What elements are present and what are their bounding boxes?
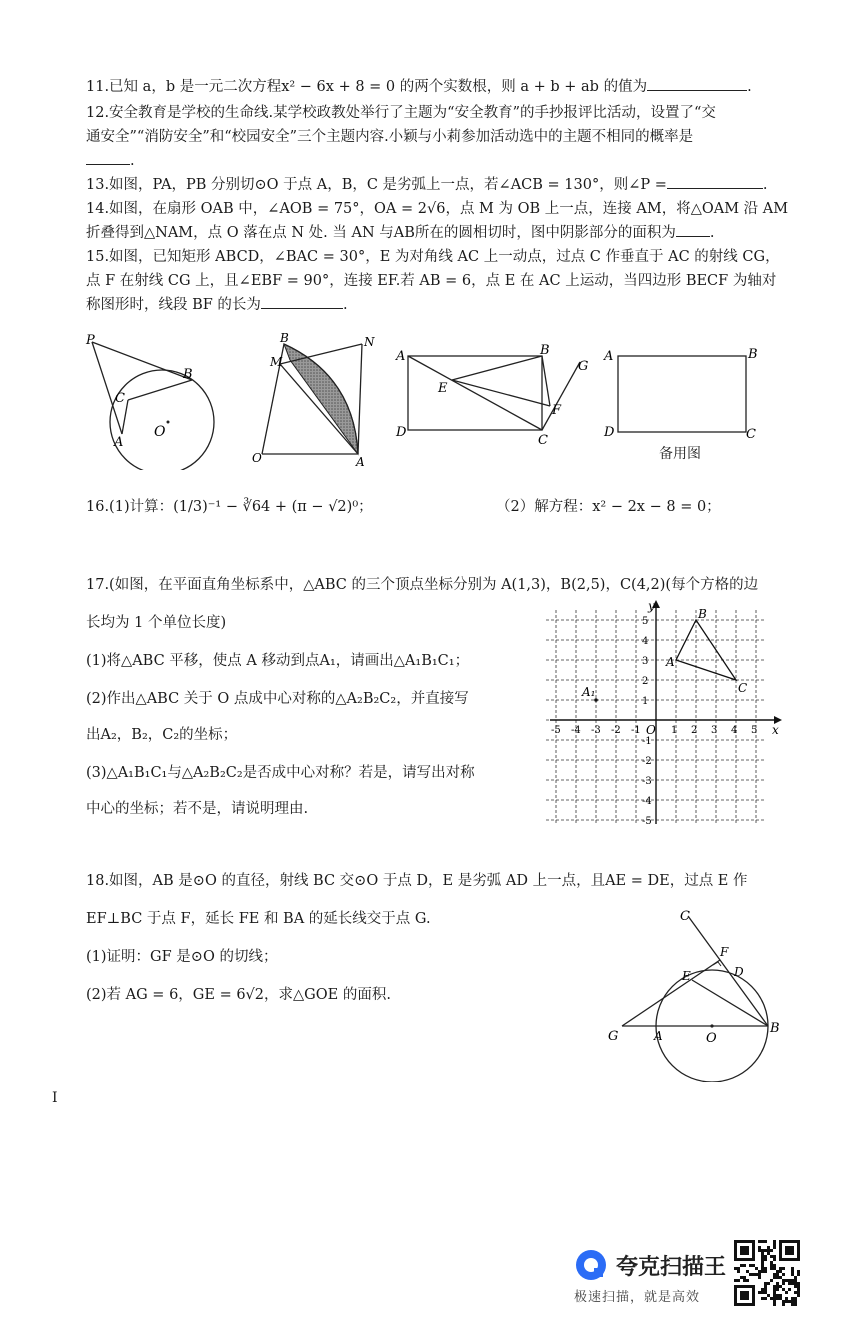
diagonal-ac xyxy=(408,356,542,430)
answer-blank[interactable] xyxy=(261,294,343,309)
spare-caption: 备用图 xyxy=(659,446,701,462)
brand-slogan: 极速扫描，就是高效 xyxy=(574,1290,701,1305)
margin-mark: I xyxy=(52,1090,58,1106)
question-13-end: . xyxy=(762,177,768,193)
question-13 xyxy=(86,174,768,196)
label-x: x xyxy=(772,723,779,737)
question-18-line4: (2)若 AG = 6，GE = 6√2，求△GOE 的面积. xyxy=(86,987,391,1003)
brand-watermark xyxy=(574,1248,726,1282)
label-b: B xyxy=(183,367,193,382)
tick-label-x: -1 xyxy=(631,725,641,736)
label-c: C xyxy=(538,433,548,448)
question-18-line1: 18.如图，AB 是⊙O 的直径，射线 BC 交⊙O 于点 D，E 是劣弧 AD 上一点，且AE = DE，过点 E 作 xyxy=(86,873,748,889)
tick-label-y: 1 xyxy=(642,696,649,707)
tangent-pa xyxy=(92,342,122,434)
label-a: A xyxy=(604,349,614,364)
segment-bf xyxy=(542,356,550,406)
tick-label-y: -2 xyxy=(642,756,652,767)
label-d: D xyxy=(604,425,615,440)
label-g: G xyxy=(578,359,589,374)
question-12-line2: 通安全”“消防安全”和“校园安全”三个主题内容.小颖与小莉参加活动选中的主题不相同的概率是 xyxy=(86,129,694,145)
answer-blank[interactable] xyxy=(86,150,130,165)
question-14-line1: 14.如图，在扇形 OAB 中，∠AOB = 75°，OA = 2√6，点 M 为 OB 上一点，连接 AM，将△OAM 沿 AM xyxy=(86,201,789,217)
label-e: E xyxy=(438,381,448,396)
question-17-line3: (1)将△ABC 平移，使点 A 移动到点A₁，请画出△A₁B₁C₁； xyxy=(86,653,470,669)
answer-blank[interactable] xyxy=(667,174,763,189)
answer-blank[interactable] xyxy=(647,76,747,91)
tick-label-x: 2 xyxy=(691,725,698,736)
question-17-line4: (2)作出△ABC 关于 O 点成中心对称的△A₂B₂C₂，并直接写 xyxy=(86,691,469,707)
tick-label-y: -3 xyxy=(642,776,652,787)
tick-label-x: 5 xyxy=(751,725,758,736)
label-c: C xyxy=(115,391,125,406)
qr-code-icon xyxy=(734,1240,800,1306)
figure-18 xyxy=(600,902,790,1082)
quark-logo-icon xyxy=(574,1248,608,1282)
question-14-line2 xyxy=(86,222,715,244)
question-12-line1: 12.安全教育是学校的生命线.某学校政教处举行了主题为“安全教育”的手抄报评比活动，设置了“交 xyxy=(86,105,716,121)
label-a: A xyxy=(114,435,124,450)
tick-label-x: 4 xyxy=(731,725,738,736)
triangle-abc xyxy=(676,620,736,680)
question-11 xyxy=(86,76,752,98)
question-15-line3 xyxy=(86,294,348,316)
brand-name: 夸克扫描王 xyxy=(616,1254,727,1280)
question-18-line3: (1)证明：GF 是⊙O 的切线； xyxy=(86,949,278,965)
tick-label-y: 2 xyxy=(642,676,649,687)
tick-label-x: 3 xyxy=(711,725,718,736)
label-o: O xyxy=(646,723,656,737)
label-c: C xyxy=(738,681,748,695)
question-16-part1: 16.(1)计算：(1/3)⁻¹ − ∛64 + (π − √2)⁰； xyxy=(86,499,373,515)
chord-cb xyxy=(128,380,192,400)
label-d: D xyxy=(396,425,407,440)
tick-label-y: 5 xyxy=(642,616,649,627)
question-17-line6: (3)△A₁B₁C₁与△A₂B₂C₂是否成中心对称？若是，请写出对称 xyxy=(86,765,475,781)
label-e: E xyxy=(682,969,691,983)
right-angle-mark xyxy=(713,962,721,966)
tick-label-y: -1 xyxy=(642,736,652,747)
question-15-line2: 点 F 在射线 CG 上，且∠EBF = 90°，连接 EF.若 AB = 6，点 E 在 AC 上运动，当四边形 BECF 为轴对 xyxy=(86,273,777,289)
label-a1: A₁ xyxy=(582,685,596,699)
tick-label-y: -5 xyxy=(642,816,652,827)
tick-label-y: -4 xyxy=(642,796,652,807)
label-f: F xyxy=(720,945,729,959)
question-17-line7: 中心的坐标；若不是，请说明理由. xyxy=(86,801,309,817)
circle-o xyxy=(110,370,214,470)
coordinate-grid xyxy=(546,598,786,834)
tick-labels xyxy=(551,616,757,827)
label-o: O xyxy=(252,451,262,465)
label-a: A xyxy=(356,455,365,469)
figure-14 xyxy=(250,330,380,470)
label-b: B xyxy=(770,1021,780,1036)
question-14-end: . xyxy=(709,225,715,241)
question-15-line1: 15.如图，已知矩形 ABCD，∠BAC = 30°，E 为对角线 AC 上一动点，过点 C 作垂直于 AC 的射线 CG， xyxy=(86,249,780,265)
label-f: F xyxy=(552,403,562,418)
tick-label-x: -2 xyxy=(611,725,621,736)
question-12-line3 xyxy=(86,150,135,172)
question-18-line2: EF⊥BC 于点 F，延长 FE 和 BA 的延长线交于点 G. xyxy=(86,911,431,927)
label-a: A xyxy=(654,1029,663,1043)
question-17-line2: 长均为 1 个单位长度) xyxy=(86,615,227,631)
label-o: O xyxy=(706,1031,717,1046)
segment-eb xyxy=(452,356,542,380)
question-15-end: . xyxy=(342,297,348,313)
label-p: P xyxy=(86,333,95,348)
label-g: G xyxy=(608,1029,619,1044)
label-b: B xyxy=(540,343,550,358)
tick-label-x: -5 xyxy=(551,725,561,736)
answer-blank[interactable] xyxy=(676,222,710,237)
label-y: y xyxy=(648,599,655,613)
segment-an xyxy=(358,344,362,454)
label-b: B xyxy=(748,347,758,362)
figure-15 xyxy=(392,340,602,450)
label-d: D xyxy=(734,965,744,979)
question-13-text: 13.如图，PA，PB 分别切⊙O 于点 A，B，C 是劣弧上一点，若∠ACB = 130°，则∠P = xyxy=(86,177,667,193)
question-15-text: 称图形时，线段 BF 的长为 xyxy=(86,297,261,313)
label-c: C xyxy=(746,427,756,440)
tick-label-x: -4 xyxy=(571,725,581,736)
tick-label-x: 1 xyxy=(671,725,678,736)
question-12-end: . xyxy=(130,153,135,169)
label-c: C xyxy=(680,909,690,924)
question-14-text: 折叠得到△NAM，点 O 落在点 N 处. 当 AN 与AB所在的圆相切时，图中阴影部分的面积为 xyxy=(86,225,676,241)
question-17-line5: 出A₂，B₂，C₂的坐标； xyxy=(86,727,238,743)
line-gf xyxy=(622,960,720,1026)
figure-spare xyxy=(598,340,768,440)
label-a: A xyxy=(666,655,675,669)
label-o: O xyxy=(154,424,166,440)
label-m: M xyxy=(270,355,283,369)
rectangle-spare xyxy=(618,356,746,432)
ray-cg xyxy=(542,362,580,430)
label-a: A xyxy=(396,349,406,364)
question-11-text: 11.已知 a，b 是一元二次方程x² − 6x + 8 = 0 的两个实数根，则 a + b + ab 的值为 xyxy=(86,79,648,95)
label-b: B xyxy=(698,607,707,621)
tick-label-x: -3 xyxy=(591,725,601,736)
figure-13 xyxy=(82,330,232,470)
question-17-line1: 17.(如图，在平面直角坐标系中，△ABC 的三个顶点坐标分别为 A(1,3)，B(2,5)，C(4,2)(每个方格的边 xyxy=(86,577,759,593)
tick-label-y: 3 xyxy=(642,656,649,667)
segment-ef xyxy=(452,380,550,406)
question-16-part2: （2）解方程：x² − 2x − 8 = 0； xyxy=(496,499,721,515)
center-dot xyxy=(710,1024,713,1027)
center-dot xyxy=(167,421,170,424)
label-b: B xyxy=(280,331,289,345)
tick-label-y: 4 xyxy=(642,636,649,647)
label-n: N xyxy=(364,335,375,349)
segment-eb xyxy=(692,980,768,1026)
question-11-end: . xyxy=(747,79,752,95)
